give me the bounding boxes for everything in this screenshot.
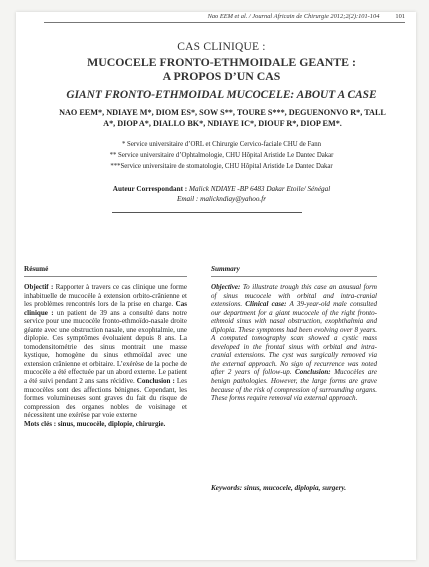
correspondence-email[interactable]: Email : malickndiay@yahoo.fr — [176, 195, 267, 203]
summary-keywords: Keywords: sinus, mucocele, diplopia, surgery. — [211, 484, 347, 492]
resume-body — [24, 283, 187, 428]
article-title-line-2: A PROPOS D’UN CAS — [162, 69, 281, 83]
summary-heading: Summary — [211, 265, 240, 273]
case-text: A 39-year-old male consulted our department for a giant mucocele of the right fronto-ethmoid sinus with nasal obstruction, exophthalmia and diplopia. These symptoms had been evolving over 8 years. A computed tomography scan showed a cystic mass developed in the frontal sinus with orbital and intra-cranial extensions. The cyst was surgically removed via the external approach. No sign of recurrence was noted after 2 years of follow-up. — [211, 300, 377, 377]
resume-heading: Résumé — [24, 265, 49, 273]
objectif-text: Rapporter à travers ce cas clinique une forme inhabituelle de mucocèle à extension orbito-crânienne et les problèmes rencontrés lors de la prise en charge. — [24, 283, 188, 309]
author-line-1: NAO EEM*, NDIAYE M*, DIOM ES*, SOW S**, TOURE S***, DEGUENONVO R*, TALL — [59, 108, 386, 117]
separator-rule — [112, 212, 302, 213]
author-line-2: A*, DIOP A*, DIALLO BK*, NDIAYE IC*, DIOUF R*, DIOP EM*. — [103, 118, 342, 128]
resume-keywords: Mots clés : sinus, mucocèle, diplopie, chirurgie. — [24, 419, 166, 428]
page-number: 101 — [395, 13, 405, 20]
summary-body — [211, 283, 377, 403]
case-label: Clinical case: — [245, 300, 287, 309]
running-title: Nao EEM et al. / Journal Africain de Chirurgie 2012;2(2):101-104 — [207, 13, 380, 20]
header-rule — [44, 22, 405, 23]
author-list — [46, 108, 399, 129]
correspondence — [40, 184, 403, 195]
conclusion-label: Conclusion : — [136, 377, 175, 386]
conclusion-text: Les mucocèles sont des affections bénignes. Cependant, les formes volumineuses sont graves du fait du risque de compression des organes nobles de voisinage et nécessitent une exérèse par voie externe — [24, 377, 187, 420]
cas-text: un patient de 39 ans a consulté dans notre service pour une mucocèle fronto-ethmoïdo-nasale droite géante avec une obstruction nasale, une exophtalmie, une diplopie. Ces symptômes évoluaient depuis 8 ans. La tomodensitométrie des sinus montrait une masse kystique, homogène du sinus ethmoïdal avec une extension crânienne et orbitaire. L’exérèse de la poche de mucocèle a été effectuée par un abord externe. Le patient a été suivi pendant 2 ans sans récidive. — [24, 308, 187, 386]
correspondence-value: Malick NDIAYE -BP 6483 Dakar Etoile/ Sénégal — [187, 185, 331, 193]
affiliation-3: ***Service universitaire de stomatologie, CHU Hôpital Aristide Le Dantec Dakar — [110, 163, 333, 170]
running-header — [208, 13, 405, 20]
article-title-line-1: MUCOCELE FRONTO-ETHMOIDALE GEANTE : — [87, 55, 356, 69]
section-label: CAS CLINIQUE : — [177, 41, 266, 53]
cas-label: Cas clinique : — [24, 300, 187, 317]
objective-text: To illustrate trough this case an anusual form of sinus mucocele with orbital and intra-cranial extensions. — [211, 283, 377, 309]
affiliation-2: ** Service universitaire d’Ophtalmologie, CHU Hôpital Aristide Le Dantec Dakar — [109, 152, 334, 159]
summary-conclusion-text: Mucocèles are benign pathologies. However, the large forms are grave because of the risk of compression of surrounding organs. These forms require removal via external approach. — [211, 368, 377, 403]
correspondence-label: Auteur Correspondant : — [112, 185, 188, 193]
english-title: GIANT FRONTO-ETHMOIDAL MUCOCELE: ABOUT A CASE — [66, 89, 377, 101]
objectif-label: Objectif : — [24, 283, 54, 291]
summary-conclusion-label: Conclusion: — [295, 368, 331, 377]
affiliation-1: * Service universitaire d’ORL et Chirurgie Cervico-faciale CHU de Fann — [121, 141, 322, 148]
resume-rule — [24, 276, 187, 277]
objective-label: Objective: — [211, 283, 241, 291]
summary-rule — [211, 276, 377, 277]
